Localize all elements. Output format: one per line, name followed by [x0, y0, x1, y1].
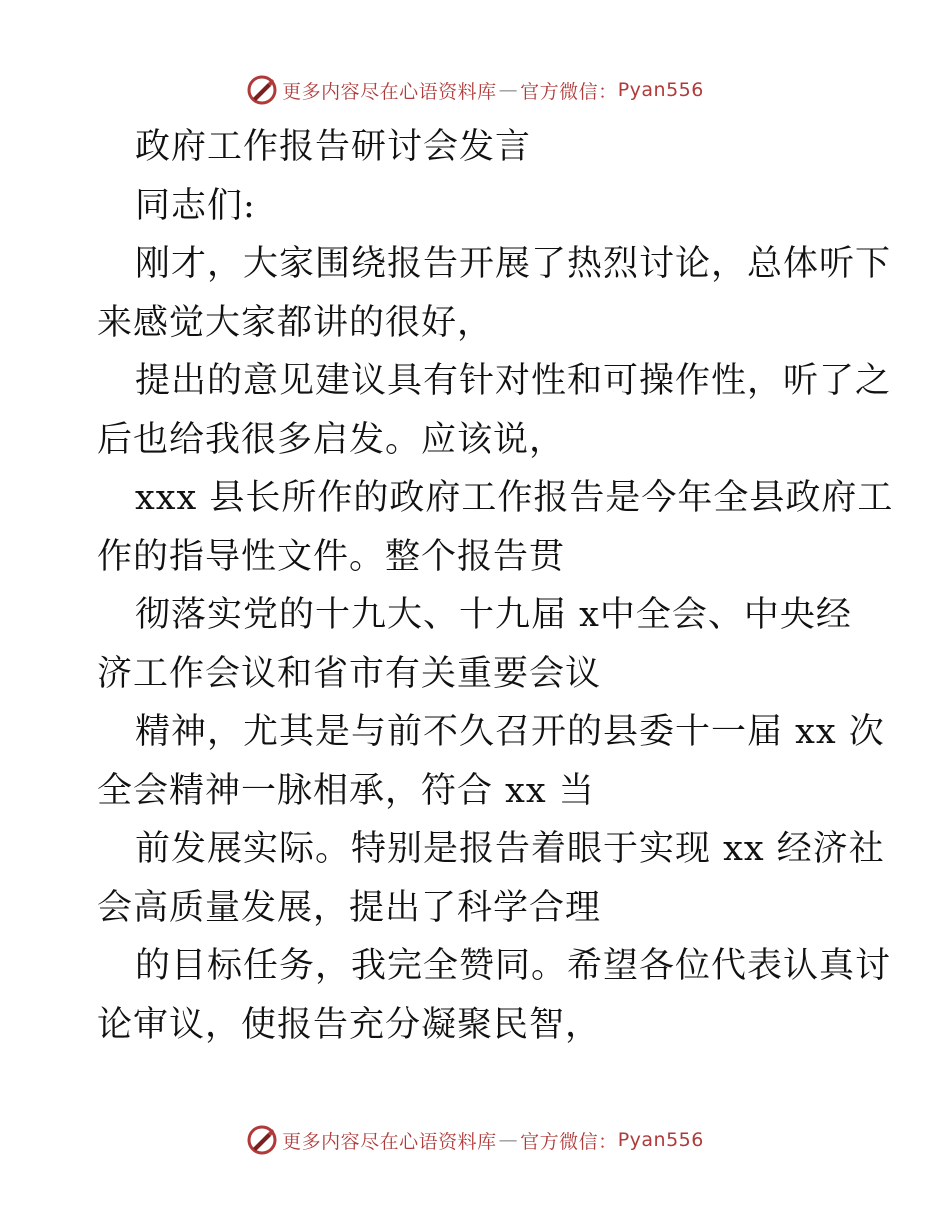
- paragraph-line: 彻落实党的十九大、十九届 x中全会、中央经: [135, 595, 852, 635]
- banner-text: 更多内容尽在心语资料库: [282, 80, 497, 103]
- document-title: 政府工作报告研讨会发言: [135, 127, 532, 167]
- paragraph-line: 前发展实际。特别是报告着眼于实现 xx 经济社: [135, 829, 885, 869]
- banner-text: 更多内容尽在心语资料库: [282, 1130, 497, 1153]
- banner-wechat-id: Pyan556: [617, 1129, 704, 1151]
- banner-dash: —: [498, 1129, 519, 1151]
- footer-watermark-banner: [0, 1120, 950, 1160]
- brand-logo-icon: [246, 1124, 278, 1156]
- banner-dash: —: [498, 79, 519, 101]
- paragraph-line: 刚才，大家围绕报告开展了热烈讨论，总体听下: [135, 244, 892, 284]
- paragraph-line: 后也给我很多启发。应该说，: [97, 419, 566, 460]
- paragraph-line: 来感觉大家都讲的很好，: [97, 302, 494, 343]
- salutation: 同志们:: [135, 185, 256, 226]
- brand-logo-icon: [246, 74, 278, 106]
- paragraph-line: 的目标任务，我完全赞同。希望各位代表认真讨: [135, 946, 892, 986]
- banner-suffix: 官方微信：: [520, 80, 618, 103]
- header-watermark-banner: [0, 70, 950, 110]
- paragraph-line: 作的指导性文件。整个报告贯: [97, 536, 566, 577]
- paragraph-line: 全会精神一脉相承，符合 xx 当: [97, 770, 595, 811]
- document-body: [97, 118, 894, 1054]
- paragraph-line: 精神，尤其是与前不久召开的县委十一届 xx 次: [135, 712, 885, 752]
- paragraph-line: 提出的意见建议具有针对性和可操作性，听了之: [135, 361, 892, 401]
- paragraph-line: xxx 县长所作的政府工作报告是今年全县政府工: [135, 478, 894, 518]
- banner-wechat-id: Pyan556: [617, 79, 704, 101]
- banner-suffix: 官方微信：: [520, 1130, 618, 1153]
- paragraph-line: 济工作会议和省市有关重要会议: [97, 653, 602, 694]
- paragraph-line: 论审议，使报告充分凝聚民智，: [97, 1004, 602, 1045]
- paragraph-line: 会高质量发展，提出了科学合理: [97, 887, 602, 928]
